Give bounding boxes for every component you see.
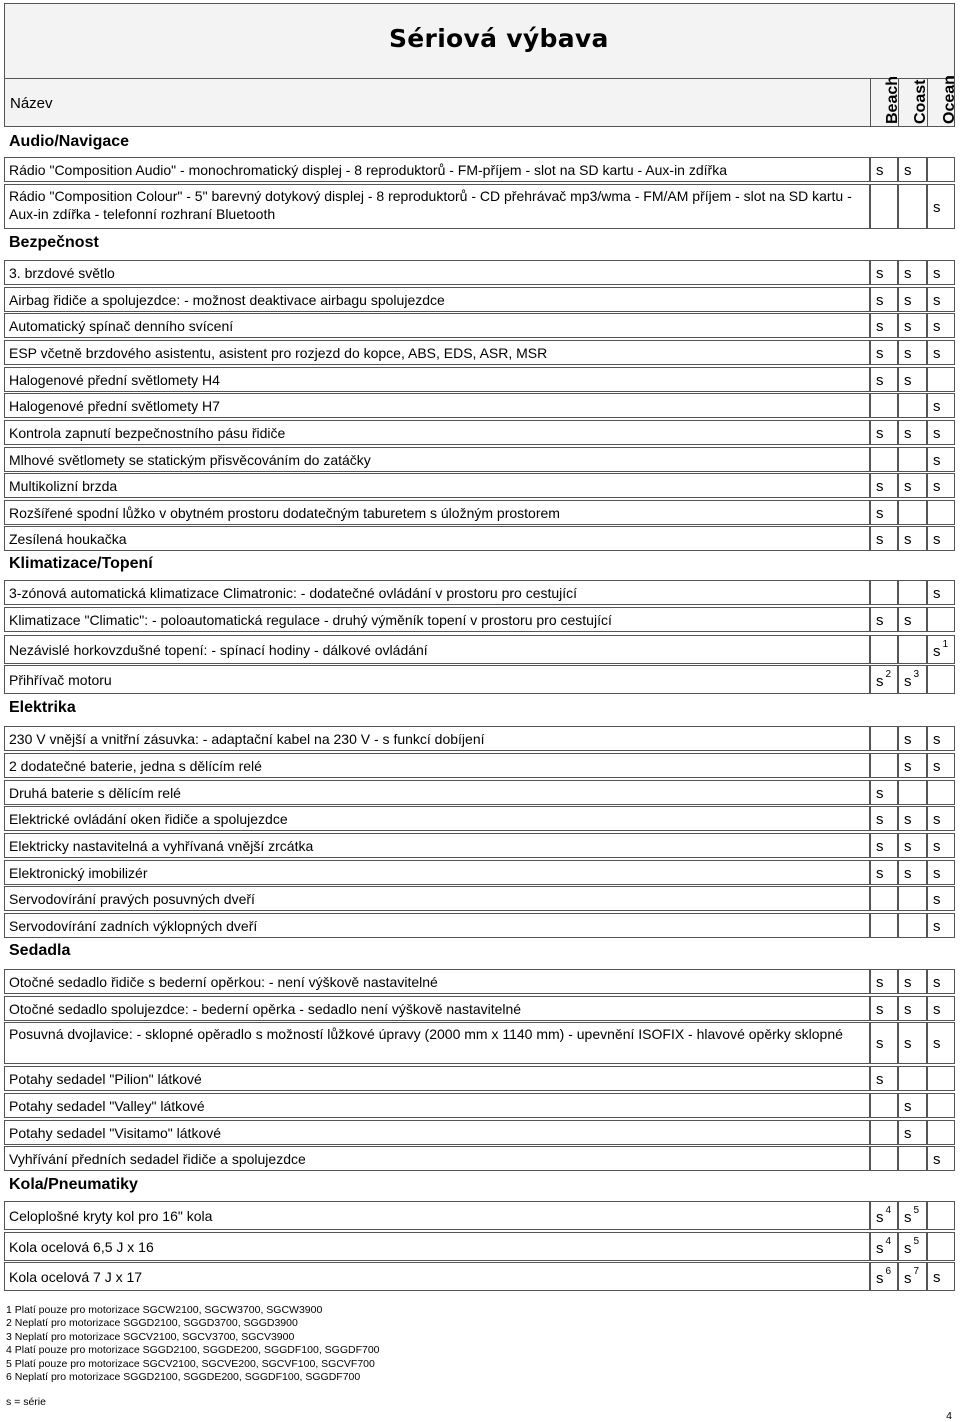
table-row [4,526,955,551]
table-row [4,1022,955,1064]
cell-beach [870,420,898,445]
cell-beach [870,753,898,778]
series-mark: s [933,452,941,469]
series-mark: s [933,1001,941,1018]
column-header-name: Název [10,95,53,112]
table-row [4,753,955,778]
row-label: Elektrické ovládání oken řidiče a spolujezdce [9,811,288,827]
cell-ocean [927,500,955,525]
table-row [4,340,955,365]
cell-coast [898,580,927,605]
table-row [4,184,955,229]
cell-beach [870,393,898,418]
series-mark: s [904,1098,912,1115]
series-mark: s [904,345,912,362]
cell-ocean [927,393,955,418]
cell-coast [898,1093,927,1118]
row-label: Rádio "Composition Audio" - monochromatický displej - 8 reproduktorů - FM-příjem - slot na SD kartu - Aux-in zdířka [9,162,727,178]
legend: s = série [6,1396,46,1408]
cell-beach [870,1022,898,1064]
series-mark: s $^4$ [876,1205,892,1226]
column-header-ocean: Ocean [941,75,958,124]
cell-coast [898,473,927,498]
cell-ocean [927,833,955,858]
series-mark: s $^5$ [904,1205,920,1226]
table-row [4,393,955,418]
table-row [4,313,955,338]
series-mark: s [933,811,941,828]
cell-coast [898,806,927,831]
table-row [4,1120,955,1145]
section-audio-title: Audio/Navigace [9,133,130,150]
series-mark: s [904,1001,912,1018]
series-mark: s [904,162,912,179]
row-label: 3. brzdové světlo [9,265,115,281]
row-label: Vyhřívání předních sedadel řidiče a spolujezdce [9,1151,306,1167]
cell-beach [870,607,898,632]
cell-coast [898,393,927,418]
footnote: 2 Neplatí pro motorizace SGGD2100, SGGD3700, SGGD3900 [6,1317,298,1330]
cell-ocean [927,367,955,392]
series-mark: s [904,425,912,442]
series-mark: s [904,531,912,548]
row-label: Servodovírání pravých posuvných dveří [9,891,255,907]
cell-beach [870,340,898,365]
cell-beach [870,580,898,605]
cell-beach [870,833,898,858]
row-label: Celoplošné kryty kol pro 16" kola [9,1208,213,1224]
cell-ocean [927,420,955,445]
cell-coast [898,780,927,805]
cell-coast [898,340,927,365]
cell-ocean [927,635,955,664]
footnote: 5 Platí pouze pro motorizace SGCV2100, SGCVE200, SGCVF100, SGCVF700 [6,1357,375,1370]
cell-coast [898,1146,927,1171]
row-label: Druhá baterie s dělícím relé [9,785,181,801]
table-row [4,913,955,938]
series-mark: s [933,318,941,335]
footnote: 1 Platí pouze pro motorizace SGCW2100, SGCW3700, SGCW3900 [6,1304,323,1316]
table-row [4,780,955,805]
series-mark: s $^1$ [933,639,949,660]
row-label: Halogenové přední světlomety H7 [9,398,220,414]
footnotes [6,1304,380,1384]
footnote-ref: 4 [885,1205,892,1216]
row-label: 2 dodatečné baterie, jedna s dělícím relé [9,758,262,774]
series-mark: s [904,1125,912,1142]
cell-ocean [927,913,955,938]
cell-coast [898,753,927,778]
row-label: Potahy sedadel "Valley" látkové [9,1098,205,1114]
series-mark: s [933,425,941,442]
footnote-ref: 4 [885,1236,892,1247]
cell-beach [870,969,898,994]
row-label: Otočné sedadlo spolujezdce: - bederní opěrka - sedadlo není výškově nastavitelné [9,1001,522,1017]
cell-ocean [927,753,955,778]
row-label: 230 V vnější a vnitřní zásuvka: - adaptační kabel na 230 V - s funkcí dobíjení [9,731,485,747]
table-row [4,260,955,285]
cell-coast [898,1066,927,1091]
series-mark: s [876,292,884,309]
series-mark: s [876,425,884,442]
cell-beach [870,806,898,831]
cell-beach [870,184,898,229]
cell-ocean [927,1201,955,1230]
section-wheels-title: Kola/Pneumatiky [9,1176,138,1193]
row-label: Elektricky nastavitelná a vyhřívaná vnější zrcátka [9,838,314,854]
cell-ocean [927,1262,955,1291]
series-mark: s $^7$ [904,1266,920,1287]
table-row [4,367,955,392]
series-mark: s [904,758,912,775]
section-seats-title: Sedadla [9,942,71,959]
series-mark: s [876,265,884,282]
series-mark: s [933,865,941,882]
cell-beach [870,1093,898,1118]
footnote-ref: 6 [885,1266,892,1277]
series-mark: s [904,372,912,389]
table-header [4,3,958,127]
cell-coast [898,157,927,182]
series-mark: s [876,318,884,335]
table-row [4,580,955,605]
cell-ocean [927,340,955,365]
cell-beach [870,313,898,338]
cell-coast [898,996,927,1021]
cell-ocean [927,1120,955,1145]
series-mark: s [904,265,912,282]
table-row [4,886,955,911]
row-label: Přihřívač motoru [9,672,112,688]
column-header-coast: Coast [912,79,929,124]
series-mark: s [876,838,884,855]
cell-ocean [927,184,955,229]
cell-beach [870,635,898,664]
series-mark: s $^3$ [904,669,920,690]
row-label: Halogenové přední světlomety H4 [9,372,220,388]
series-mark: s [876,1035,884,1052]
cell-beach [870,157,898,182]
cell-ocean [927,473,955,498]
cell-coast [898,860,927,885]
row-label: 3-zónová automatická klimatizace Climatronic: - dodatečné ovládání v prostoru pro cestující [9,585,578,601]
row-label: Kola ocelová 6,5 J x 16 [9,1239,154,1255]
cell-beach [870,447,898,472]
series-mark: s [933,478,941,495]
cell-coast [898,833,927,858]
cell-ocean [927,806,955,831]
cell-coast [898,260,927,285]
table-row [4,157,955,182]
series-mark: s [933,758,941,775]
series-mark: s [933,1269,941,1286]
section-safety-title: Bezpečnost [9,234,99,251]
series-mark: s [876,162,884,179]
cell-beach [870,260,898,285]
cell-ocean [927,607,955,632]
footnote: 4 Platí pouze pro motorizace SGGD2100, SGGDE200, SGGDF100, SGGDF700 [6,1344,380,1357]
series-mark: s [904,865,912,882]
series-mark: s [933,292,941,309]
series-mark: s [876,505,884,522]
series-mark: s [933,265,941,282]
cell-beach [870,780,898,805]
row-label: Klimatizace "Climatic": - poloautomatická regulace - druhý výměník topení v prostoru pro cestující [9,612,612,628]
table-row [4,1093,955,1118]
footnote: 3 Neplatí pro motorizace SGCV2100, SGCV3700, SGCV3900 [6,1330,295,1343]
series-mark: s [933,731,941,748]
cell-coast [898,1262,927,1291]
cell-coast [898,420,927,445]
series-mark: s [933,1151,941,1168]
cell-ocean [927,313,955,338]
series-mark: s [933,1035,941,1052]
cell-beach [870,500,898,525]
cell-ocean [927,726,955,751]
series-mark: s [876,478,884,495]
section-electrics-title: Elektrika [9,699,76,716]
cell-coast [898,665,927,694]
cell-beach [870,1201,898,1230]
cell-coast [898,1232,927,1261]
series-mark: s [876,345,884,362]
cell-coast [898,313,927,338]
series-mark: s [904,478,912,495]
row-label: Rozšířené spodní lůžko v obytném prostoru dodatečným taburetem s úložným prostorem [9,505,560,521]
cell-coast [898,1022,927,1064]
table-row [4,1201,955,1230]
footnote-ref: 2 [885,669,892,680]
footnote-ref: 7 [913,1266,920,1277]
cell-coast [898,367,927,392]
cell-ocean [927,287,955,312]
footnote-ref: 5 [913,1236,920,1247]
cell-beach [870,1066,898,1091]
cell-ocean [927,260,955,285]
series-mark: s [933,891,941,908]
table-row [4,860,955,885]
cell-coast [898,635,927,664]
row-label: Potahy sedadel "Pilion" látkové [9,1071,202,1087]
row-label: Nezávislé horkovzdušné topení: - spínací hodiny - dálkové ovládání [9,642,428,658]
cell-coast [898,447,927,472]
cell-coast [898,607,927,632]
table-row [4,1146,955,1171]
series-mark: s $^5$ [904,1236,920,1257]
table-row [4,420,955,445]
cell-coast [898,287,927,312]
cell-beach [870,1120,898,1145]
row-label: Zesílená houkačka [9,531,127,547]
cell-beach [870,367,898,392]
footnote: 6 Neplatí pro motorizace SGGD2100, SGGDE200, SGGDF100, SGGDF700 [6,1371,361,1384]
cell-beach [870,1262,898,1291]
series-mark: s [904,974,912,991]
table-row [4,473,955,498]
row-label: Airbag řidiče a spolujezdce: - možnost deaktivace airbagu spolujezdce [9,292,445,308]
series-mark: s [904,612,912,629]
series-mark: s [933,918,941,935]
page-number: 4 [946,1410,952,1422]
cell-ocean [927,860,955,885]
cell-beach [870,886,898,911]
footnote-ref: 1 [942,639,949,650]
series-mark: s [933,398,941,415]
cell-ocean [927,526,955,551]
series-mark: s [904,318,912,335]
column-divider [870,78,871,126]
cell-beach [870,913,898,938]
series-mark: s [933,585,941,602]
row-label: Otočné sedadlo řidiče s bederní opěrkou: - není výškově nastavitelné [9,974,438,990]
row-label: Servodovírání zadních výklopných dveří [9,918,258,934]
table-row [4,287,955,312]
cell-ocean [927,1146,955,1171]
series-mark: s [933,838,941,855]
cell-ocean [927,1066,955,1091]
series-mark: s [876,612,884,629]
cell-ocean [927,580,955,605]
cell-ocean [927,780,955,805]
cell-beach [870,473,898,498]
row-label: Mlhové světlomety se statickým přisvěcováním do zatáčky [9,452,371,468]
table-row [4,969,955,994]
row-label: Multikolizní brzda [9,478,118,494]
cell-ocean [927,1022,955,1064]
cell-ocean [927,1093,955,1118]
table-row [4,726,955,751]
series-mark: s [876,974,884,991]
cell-coast [898,886,927,911]
row-label: Potahy sedadel "Visitamo" látkové [9,1125,222,1141]
cell-beach [870,526,898,551]
header-divider [4,78,955,79]
row-label: Rádio "Composition Colour" - 5" barevný dotykový displej - 8 reproduktorů - CD přehrávač mp3/wma - FM/AM příjem - slot na SD kartu - Aux-in zdířka - telefonní rozhraní Bluetooth [9,188,852,222]
cell-ocean [927,1232,955,1261]
series-mark: s [933,974,941,991]
series-mark: s [876,1001,884,1018]
row-label: Elektronický imobilizér [9,865,148,881]
cell-coast [898,969,927,994]
series-mark: s [876,1071,884,1088]
series-mark: s [876,811,884,828]
series-mark: s [933,345,941,362]
cell-beach [870,860,898,885]
table-row [4,806,955,831]
row-label: Automatický spínač denního svícení [9,318,234,334]
cell-beach [870,665,898,694]
table-row [4,665,955,694]
series-mark: s $^4$ [876,1236,892,1257]
cell-ocean [927,996,955,1021]
page-title: Sériová výbava [389,24,609,53]
row-label: ESP včetně brzdového asistentu, asistent pro rozjezd do kopce, ABS, EDS, ASR, MSR [9,345,548,361]
series-mark: s [933,199,941,216]
cell-coast [898,526,927,551]
cell-beach [870,287,898,312]
cell-coast [898,184,927,229]
series-mark: s $^6$ [876,1266,892,1287]
series-mark: s [876,531,884,548]
series-mark: s [876,372,884,389]
cell-coast [898,913,927,938]
cell-ocean [927,665,955,694]
cell-coast [898,500,927,525]
table-row [4,1232,955,1261]
series-mark: s $^2$ [876,669,892,690]
series-mark: s [876,865,884,882]
cell-ocean [927,969,955,994]
cell-ocean [927,447,955,472]
row-label: Posuvná dvojlavice: - sklopné opěradlo s možností lůžkové úpravy (2000 mm x 1140 mm) - upevnění ISOFIX - hlavové opěrky sklopné [9,1026,843,1042]
cell-coast [898,726,927,751]
table-row [4,500,955,525]
cell-beach [870,1146,898,1171]
table-row [4,447,955,472]
series-mark: s [904,731,912,748]
series-mark: s [876,785,884,802]
row-label: Kola ocelová 7 J x 17 [9,1269,143,1285]
series-mark: s [904,811,912,828]
cell-beach [870,996,898,1021]
series-mark: s [904,292,912,309]
cell-coast [898,1120,927,1145]
table-row [4,607,955,632]
footnote-ref: 3 [913,669,920,680]
table-row [4,833,955,858]
cell-ocean [927,886,955,911]
table-row [4,635,955,664]
table-row [4,1066,955,1091]
cell-ocean [927,157,955,182]
footnote-ref: 5 [913,1205,920,1216]
cell-beach [870,1232,898,1261]
series-mark: s [933,531,941,548]
section-climate-title: Klimatizace/Topení [9,555,153,572]
row-label: Kontrola zapnutí bezpečnostního pásu řidiče [9,425,286,441]
cell-beach [870,726,898,751]
column-header-beach: Beach [884,75,901,124]
cell-coast [898,1201,927,1230]
series-mark: s [904,838,912,855]
series-mark: s [904,1035,912,1052]
table-row [4,1262,955,1291]
table-row [4,996,955,1021]
